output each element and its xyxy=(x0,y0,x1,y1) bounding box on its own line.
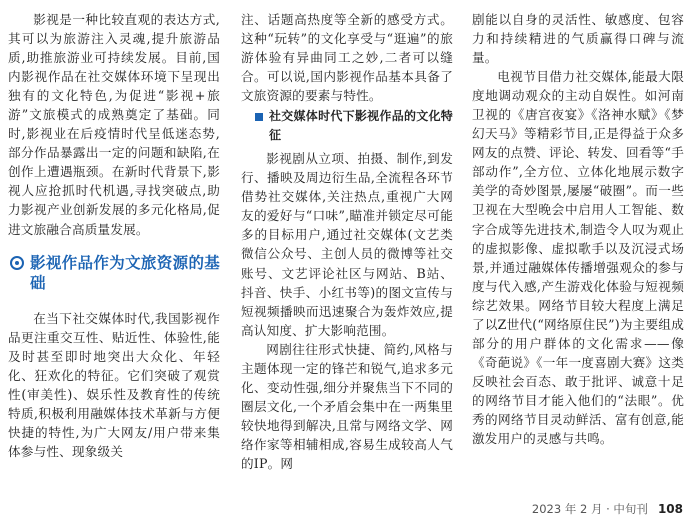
paragraph: 电视节目借力社交媒体,能最大限度地调动观众的主动自娱性。如河南卫视的《唐宫夜宴》《洛神水赋》《梦幻天马》等精彩节目,正是得益于众多网友的点赞、评论、转发、回看等“手部动作”,全方位、立体化地展示数字美学的奇妙图景,屡屡“破圈”。而一些卫视在大型晚会中启用人工智能、数字合成等先进技术,制造令人叹为观止的虚拟影像、虚拟歌手以及沉浸式场景,并通过融媒体传播增强观众的参与度与代入感,产生游戏化体验与短视频综艺效果。网络节目较大程度上满足了以Z世代(“网络原住民”)为主要组成部分的用户群体的文化需求——像《奇葩说》《一年一度喜剧大赛》这类反映社会百态、敢于批评、诚意十足的网络节目才能入他们的“法眼”。优秀的网络节目灵动鲜活、富有创意,能激发用户的灵感与共鸣。 xyxy=(472,69,684,447)
page-number: 108 xyxy=(657,502,683,516)
paragraph: 影视剧从立项、拍摄、制作,到发行、播映及周边衍生品,全流程各环节借势社交媒体,关注热点,重视广大网友的爱好与“口味”,瞄准并锁定尽可能多的目标用户,通过社交媒体(文艺类微信公众号、主创人员的微博等社交账号、文艺评论社区与网站、B站、抖音、快手、小红书等)的图文宣传与短视频播映而迅速聚合为轰炸效应,提高认知度、扩大影响范围。 xyxy=(241,151,453,338)
paragraph: 影视是一种比较直观的表达方式,其可以为旅游注入灵魂,提升旅游品质,助推旅游业可持续发展。目前,国内影视作品在社交媒体环境下呈现出独有的文化特色,为促进“影视+旅游”文旅模式的成熟奠定了基础。同时,影视业在后疫情时代呈低迷态势,部分作品暴露出一定的问题和缺陷,在创作上遭遇瓶颈。在新时代背景下,影视人应抢抓时代机遇,寻找突破点,助力影视产业创新发展的多元化格局,促进文旅融合高质量发展。 xyxy=(8,12,220,237)
column-1 xyxy=(8,10,220,461)
section-heading-text: 影视作品作为文旅资源的基础 xyxy=(30,253,220,292)
target-circle-icon xyxy=(10,256,24,270)
paragraph: 在当下社交媒体时代,我国影视作品更注重交互性、贴近性、体验性,能及时甚至即时地突出大众化、年轻化、狂欢化的特征。它们突破了观赏性(审美性)、娱乐性及教育性的传统特质,积极利用融媒体技术革新与方便快捷的特性,为广大网友/用户带来集体参与性、现象级关 xyxy=(8,310,220,459)
column-3 xyxy=(472,10,684,448)
paragraph: 剧能以自身的灵活性、敏感度、包容力和持续精进的气质赢得口碑与流量。 xyxy=(472,12,684,66)
column-2 xyxy=(241,10,453,473)
section-heading-1 xyxy=(8,253,220,293)
square-bullet-icon xyxy=(255,113,263,121)
issue-label: 2023 年 2 月 · 中旬刊 xyxy=(531,502,648,516)
page-footer xyxy=(532,501,683,517)
paragraph: 注、话题高热度等全新的感受方式。这种“玩转”的文化享受与“逛遍”的旅游体验有异曲同工之妙,二者可以缝合。可以说,国内影视作品基本具备了文旅资源的要素与特性。 xyxy=(241,12,453,104)
section-heading-2 xyxy=(241,107,453,145)
paragraph: 网剧往往形式快捷、简约,风格与主题体现一定的锋芒和锐气,追求多元化、变动性强,细分并聚焦当下不同的圈层文化,一个矛盾会集中在一两集里较快地得到解决,且常与网络文学、网络作家等相辅相成,容易生成较高人气的IP。网 xyxy=(241,341,453,471)
section-heading-text: 社交媒体时代下影视作品的文化特征 xyxy=(269,109,453,143)
